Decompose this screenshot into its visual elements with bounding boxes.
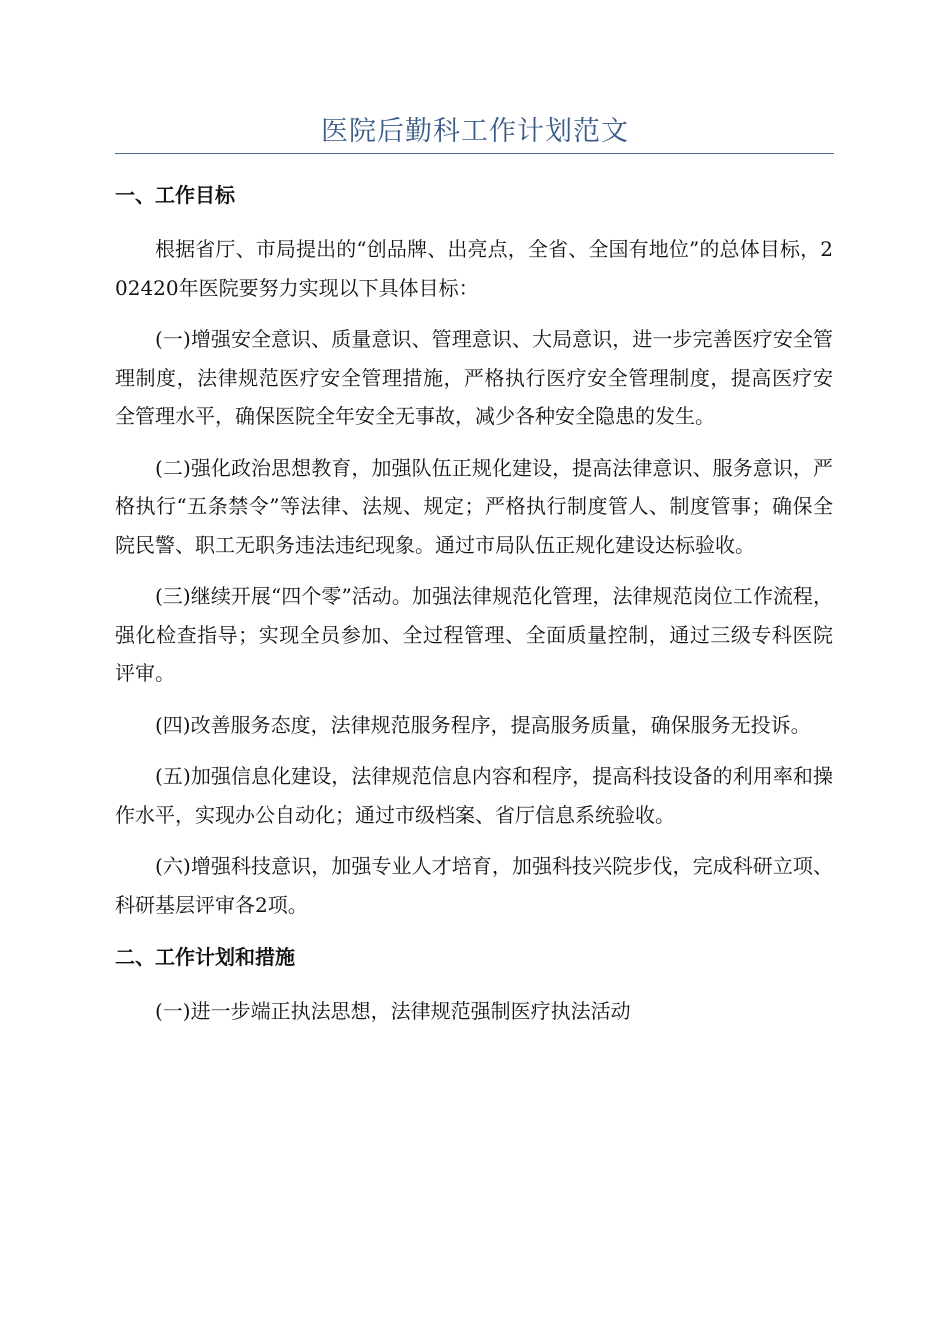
paragraph-goal-4: (四)改善服务态度，法律规范服务程序，提高服务质量，确保服务无投诉。 bbox=[155, 712, 811, 737]
paragraph-goal-1: (一)增强安全意识、质量意识、管理意识、大局意识，进一步完善医疗安全管理制度，法律规范医疗安全管理措施，严格执行医疗安全管理制度，提高医疗安全管理水平，确保医院全年安全无事故，减少各种安全隐患的发生。 bbox=[115, 327, 833, 428]
title-underline bbox=[115, 153, 834, 154]
document-title: 医院后勤科工作计划范文 bbox=[321, 116, 629, 147]
section-heading-1: 一、工作目标 bbox=[115, 183, 235, 207]
paragraph-goal-intro: 根据省厅、市局提出的“创品牌、出亮点，全省、全国有地位”的总体目标，202420年医院要努力实现以下具体目标： bbox=[115, 237, 833, 300]
document-body bbox=[115, 178, 833, 1044]
section-heading-2: 二、工作计划和措施 bbox=[115, 945, 295, 969]
paragraph-goal-5: (五)加强信息化建设，法律规范信息内容和程序，提高科技设备的利用率和操作水平，实现办公自动化；通过市级档案、省厅信息系统验收。 bbox=[115, 764, 833, 827]
paragraph-goal-2: (二)强化政治思想教育，加强队伍正规化建设，提高法律意识、服务意识，严格执行“五条禁令”等法律、法规、规定；严格执行制度管人、制度管事；确保全院民警、职工无职务违法违纪现象。通过市局队伍正规化建设达标验收。 bbox=[115, 455, 833, 557]
paragraph-goal-6: (六)增强科技意识，加强专业人才培育，加强科技兴院步伐，完成科研立项、科研基层评审各2项。 bbox=[115, 854, 833, 917]
paragraph-goal-3: (三)继续开展“四个零”活动。加强法律规范化管理，法律规范岗位工作流程，强化检查指导；实现全员参加、全过程管理、全面质量控制，通过三级专科医院评审。 bbox=[115, 584, 833, 685]
paragraph-plan-1: (一)进一步端正执法思想，法律规范强制医疗执法活动 bbox=[155, 999, 631, 1023]
